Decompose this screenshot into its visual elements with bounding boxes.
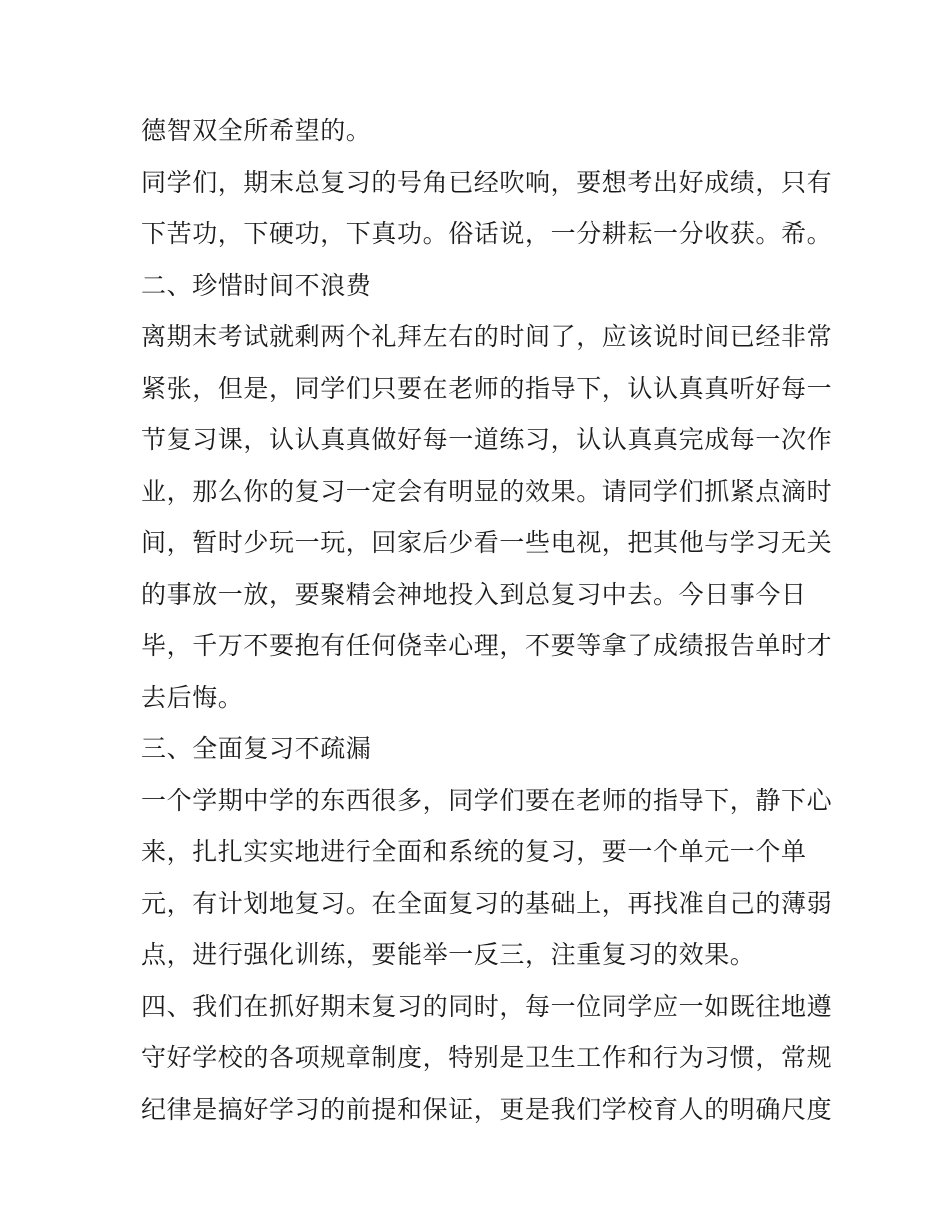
section-heading-3: 三、全面复习不疏漏	[141, 734, 372, 763]
text-line: 毕，千万不要抱有任何侥幸心理，不要等拿了成绩报告单时才	[141, 631, 833, 660]
text-line: 一个学期中学的东西很多，同学们要在老师的指导下，静下心	[141, 785, 833, 815]
text-line: 紧张，但是，同学们只要在老师的指导下，认认真真听好每一	[141, 373, 833, 403]
text-line: 节复习课，认认真真做好每一道练习，认认真真完成每一次作	[141, 425, 833, 454]
text-line: 德智双全所希望的。	[141, 116, 372, 145]
section-heading-4: 四、我们在抓好期末复习的同时，每一位同学应一如既往地遵	[141, 991, 833, 1021]
text-line: 纪律是搞好学习的前提和保证，更是我们学校育人的明确尺度	[141, 1094, 833, 1124]
text-line: 守好学校的各项规章制度，特别是卫生工作和行为习惯，常规	[141, 1043, 833, 1072]
text-line: 间，暂时少玩一玩，回家后少看一些电视，把其他与学习无关	[141, 528, 833, 557]
text-line: 离期末考试就剩两个礼拜左右的时间了，应该说时间已经非常	[141, 322, 833, 351]
text-line: 元，有计划地复习。在全面复习的基础上，再找准自己的薄弱	[141, 888, 833, 918]
text-line: 去后悔。	[141, 682, 244, 712]
text-line: 下苦功，下硬功，下真功。俗话说，一分耕耘一分收获。希。	[141, 219, 833, 248]
text-line: 同学们，期末总复习的号角已经吹响，要想考出好成绩，只有	[141, 167, 833, 197]
text-line: 的事放一放，要聚精会神地投入到总复习中去。今日事今日	[141, 579, 807, 609]
document-body	[141, 105, 833, 1135]
text-line: 业，那么你的复习一定会有明显的效果。请同学们抓紧点滴时	[141, 476, 833, 506]
section-heading-2: 二、珍惜时间不浪费	[141, 270, 372, 300]
text-line: 点，进行强化训练，要能举一反三，注重复习的效果。	[141, 940, 756, 969]
text-line: 来，扎扎实实地进行全面和系统的复习，要一个单元一个单	[141, 837, 807, 866]
